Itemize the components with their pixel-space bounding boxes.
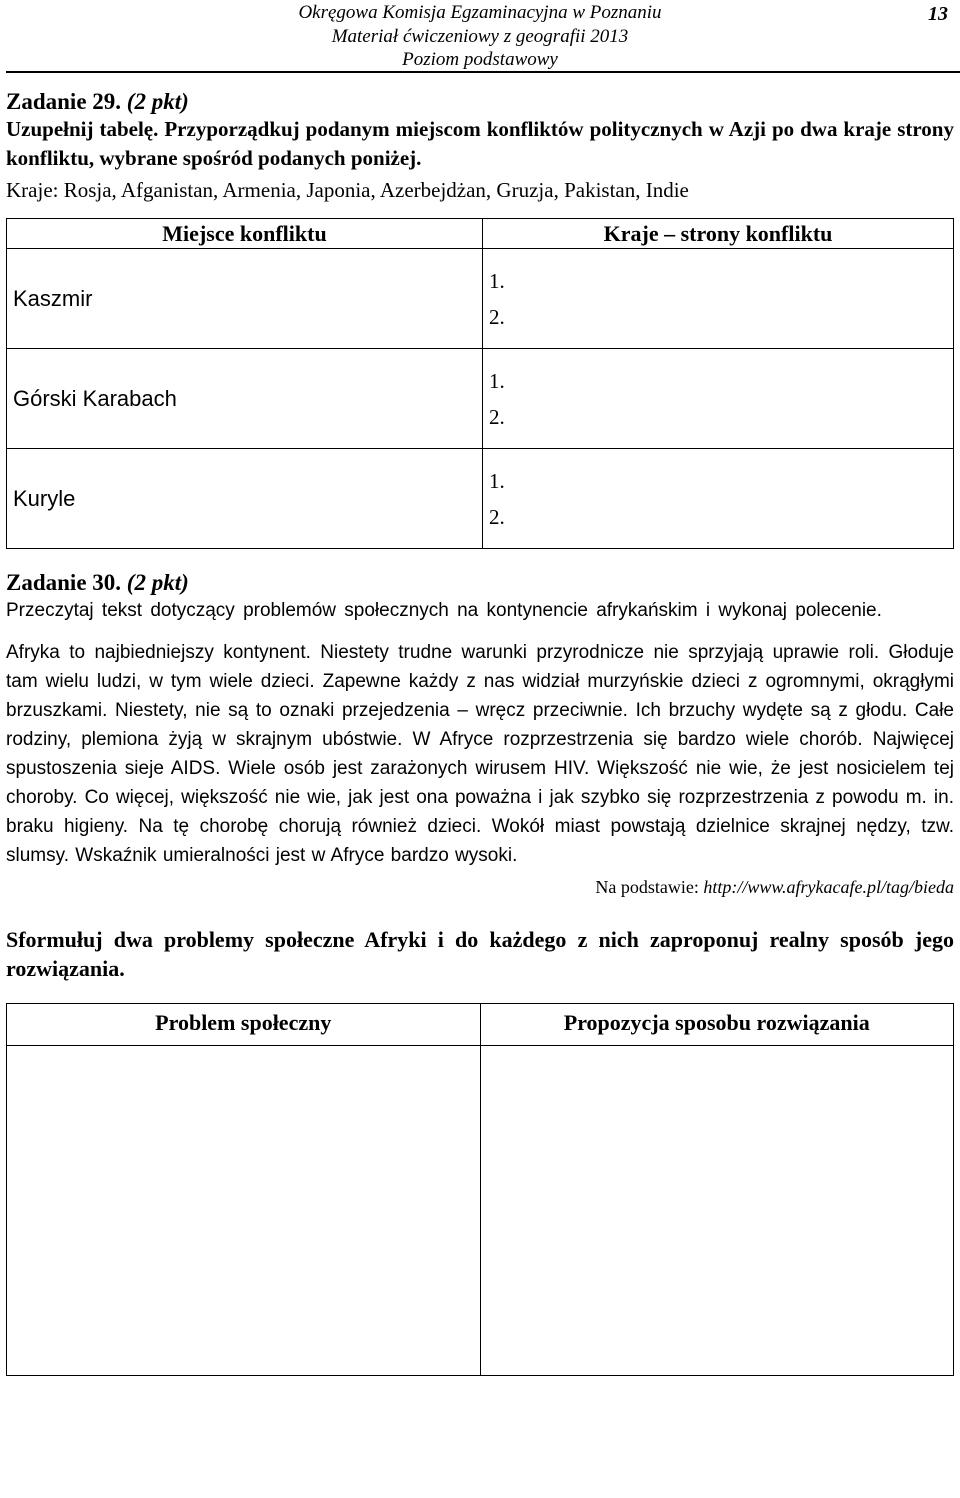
- task30-reading-text: Afryka to najbiedniejszy kontynent. Niestety trudne warunki przyrodnicze nie sprzyjają uprawie roli. Głoduje tam wielu ludzi, w tym wiele dzieci. Zapewne każdy z nas widział murzyńskie dzieci z ogromnymi, okrągłymi brzuszkami. Niestety, nie są to oznaki przejedzenia – wręcz przeciwnie. Ich brzuchy wydęte są z głodu. Całe rodziny, plemiona żyją w skrajnym ubóstwie. W Afryce rozprzestrzenia się bardzo wiele chorób. Najwięcej spustoszenia sieje AIDS. Wiele osób jest zarażonych wirusem HIV. Większość nie wie, że jest nosicielem tej choroby. Co więcej, większość nie wie, jak jest ona poważna i jak szybko się rozprzestrzenia z powodu m. in. braku higieny. Na tę chorobę chorują również dzieci. Wokół miast powstają dzielnice skrajnej nędzy, tzw. slumsy. Wskaźnik umieralności jest w Afryce bardzo wysoki.: [6, 642, 954, 866]
- answer-line-1: 1.: [489, 468, 505, 493]
- source-url: http://www.afrykacafe.pl/tag/bieda: [703, 877, 954, 897]
- header-lines: [6, 0, 954, 72]
- answer-line-1: 1.: [489, 368, 505, 393]
- table-row: [7, 449, 954, 549]
- task30-instruction: Sformułuj dwa problemy społeczne Afryki i do każdego z nich zaproponuj realny sposób jego rozwiązania.: [6, 927, 954, 981]
- header-institution: Okręgowa Komisja Egzaminacyjna w Poznaniu: [298, 2, 662, 23]
- page-number: 13: [928, 3, 948, 25]
- table-row: [7, 249, 954, 349]
- problem-answer-cell[interactable]: [7, 1046, 481, 1376]
- header-rule: [6, 71, 960, 73]
- source-citation: [6, 873, 954, 902]
- answer-line-2: 2.: [489, 304, 505, 329]
- task29-instruction: Uzupełnij tabelę. Przyporządkuj podanym miejscom konfliktów politycznych w Azji po dwa kraje strony konfliktu, wybrane spośród podanych poniżej.: [6, 117, 954, 170]
- social-problems-header: [7, 1004, 954, 1046]
- exam-page: [6, 0, 954, 1376]
- answer-line-1: 1.: [489, 268, 505, 293]
- social-problems-table: [6, 1003, 954, 1376]
- answer-cell[interactable]: [483, 249, 954, 349]
- conflict-table-header: [7, 219, 954, 249]
- task29-points: (2 pkt): [126, 89, 189, 114]
- task30-intro: Przeczytaj tekst dotyczący problemów społecznych na kontynencie afrykańskim i wykonaj polecenie.: [6, 600, 882, 621]
- col-conflict-countries: Kraje – strony konfliktu: [483, 219, 954, 249]
- task30-number: Zadanie 30.: [6, 570, 122, 595]
- answer-cell[interactable]: [483, 349, 954, 449]
- answer-cell[interactable]: [483, 449, 954, 549]
- conflict-table: [6, 218, 954, 549]
- task30-points: (2 pkt): [126, 570, 189, 595]
- answer-line-2: 2.: [489, 404, 505, 429]
- table-row: [7, 1046, 954, 1376]
- page-header: [6, 0, 954, 72]
- conflict-place: Kaszmir: [7, 249, 483, 349]
- task30-title: [6, 569, 954, 596]
- col-conflict-place: Miejsce konfliktu: [7, 219, 483, 249]
- solution-answer-cell[interactable]: [480, 1046, 954, 1376]
- table-row: [7, 349, 954, 449]
- task29-number: Zadanie 29.: [6, 89, 122, 114]
- col-social-problem: Problem społeczny: [7, 1004, 481, 1046]
- conflict-place: Górski Karabach: [7, 349, 483, 449]
- task29-countries: Kraje: Rosja, Afganistan, Armenia, Japonia, Azerbejdżan, Gruzja, Pakistan, Indie: [6, 178, 689, 202]
- header-material: Materiał ćwiczeniowy z geografii 2013: [331, 25, 629, 47]
- header-level: Poziom podstawowy: [402, 49, 558, 70]
- task29-title: [6, 88, 954, 115]
- source-prefix: Na podstawie:: [595, 877, 704, 897]
- conflict-place: Kuryle: [7, 449, 483, 549]
- col-solution-proposal: Propozycja sposobu rozwiązania: [480, 1004, 954, 1046]
- answer-line-2: 2.: [489, 504, 505, 529]
